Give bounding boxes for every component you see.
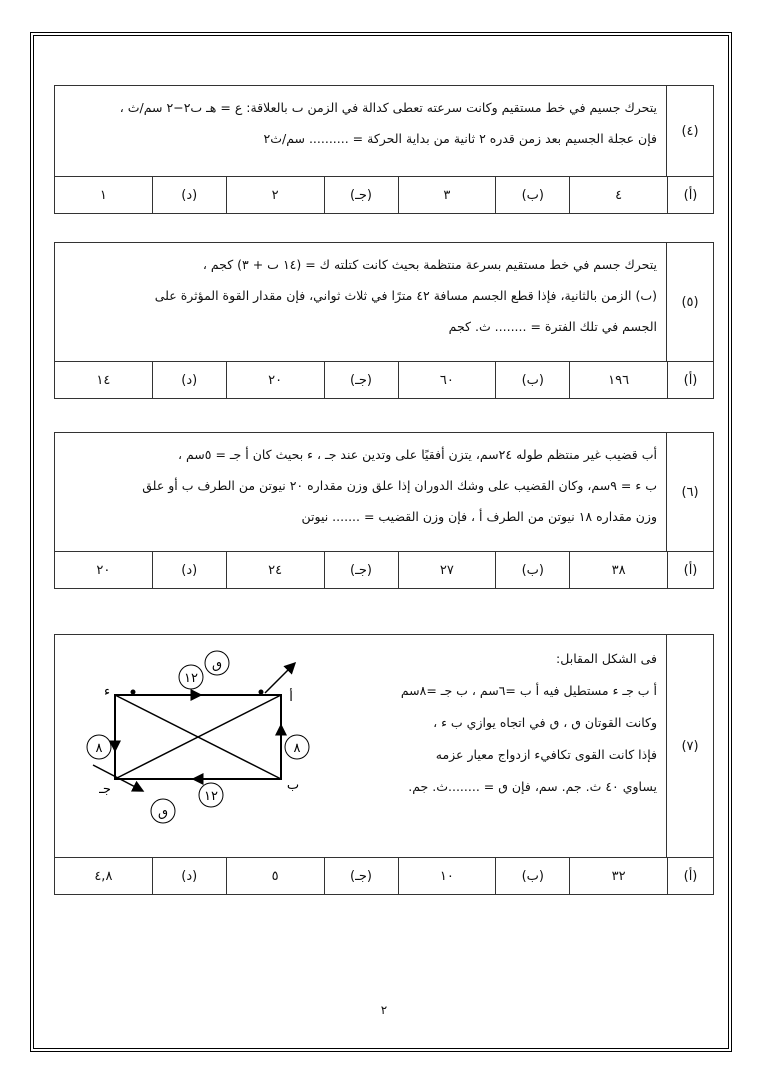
option-value[interactable]: ٣ [398, 177, 496, 213]
rectangle-force-diagram [73, 643, 313, 833]
option-letter[interactable]: (جـ) [324, 858, 398, 894]
option-letter[interactable]: (ب) [495, 552, 569, 588]
option-value[interactable]: ١٤ [96, 372, 111, 388]
question-4 [54, 85, 714, 214]
dot-icon [259, 690, 264, 695]
page-number: ٢ [380, 1003, 388, 1017]
answer-row [55, 177, 713, 213]
question-text [55, 433, 667, 536]
question-number: (٦) [666, 433, 713, 551]
option-letter[interactable]: (د) [152, 177, 226, 213]
question-line: فإذا كانت القوى تكافيء ازدواج معيار عزمه [435, 747, 657, 762]
label-left: ٨ [95, 741, 103, 756]
corner-d: ء [103, 684, 111, 699]
question-line: ب ء = ٩سم، وكان القضيب على وشك الدوران إذا علق وزن مقداره ٢٠ نيوتن من الطرف ب أو علق [142, 478, 657, 493]
question-line: فى الشكل المقابل: [556, 651, 657, 666]
question-line: وكانت القوتان ٯ ، ٯ في اتجاه يوازي ب ء ، [433, 715, 657, 730]
question-line: وزن مقداره ١٨ نيوتن من الطرف أ ، فإن وزن القضيب = ....... نيوتن [301, 509, 657, 524]
question-line: أ ب جـ ء مستطيل فيه أ ب =٦سم ، ب جـ =٨سم [400, 683, 657, 698]
option-letter[interactable]: (ب) [495, 858, 569, 894]
question-6 [54, 432, 714, 589]
question-5 [54, 242, 714, 399]
question-7 [54, 634, 714, 895]
answer-row [55, 858, 713, 894]
option-value[interactable]: ٣٢ [569, 858, 667, 894]
question-line: أب قضيب غير منتظم طوله ٢٤سم، يتزن أفقيًا على وتدين عند جـ ، ء بحيث كان أ جـ = ٥سم ، [177, 447, 657, 462]
option-letter[interactable]: (د) [152, 552, 226, 588]
answer-row [55, 552, 713, 588]
option-letter[interactable]: (أ) [667, 177, 713, 213]
option-value[interactable]: ٣٨ [569, 552, 667, 588]
option-value[interactable]: ١ [99, 187, 107, 203]
corner-a: أ [289, 690, 293, 705]
option-letter[interactable]: (د) [152, 362, 226, 398]
question-line: يتحرك جسيم في خط مستقيم وكانت سرعته تعطى كدالة في الزمن ٮ بالعلاقة: ع = هـ ٮ٢−٢ سم/ث ، [119, 100, 657, 115]
answer-row [55, 362, 713, 398]
option-value[interactable]: ٢٤ [226, 552, 324, 588]
option-letter[interactable]: (أ) [667, 362, 713, 398]
option-value[interactable]: ٢٧ [398, 552, 496, 588]
label-top: ١٢ [184, 671, 198, 686]
option-value[interactable]: ٢٠ [226, 362, 324, 398]
label-f2: ٯ [157, 805, 169, 820]
label-f1: ٯ [211, 657, 223, 672]
label-right: ٨ [293, 741, 301, 756]
option-value[interactable]: ٤,٨ [94, 868, 113, 884]
option-letter[interactable]: (أ) [667, 552, 713, 588]
corner-c: جـ [99, 782, 111, 797]
option-value[interactable]: ٢ [226, 177, 324, 213]
option-letter[interactable]: (د) [152, 858, 226, 894]
question-number: (٧) [666, 635, 713, 857]
question-line: فإن عجلة الجسيم بعد زمن قدره ٢ ثانية من بداية الحركة = .......... سم/ث٢ [263, 131, 657, 146]
question-number: (٥) [666, 243, 713, 361]
question-number: (٤) [666, 86, 713, 176]
question-text [55, 243, 667, 346]
option-letter[interactable]: (جـ) [324, 552, 398, 588]
question-line: (ٮ) الزمن بالثانية، فإذا قطع الجسم مسافة ٤٢ مترًا في ثلاث ثواني، فإن مقدار القوة المؤثرة على [154, 288, 657, 303]
label-bottom: ١٢ [204, 789, 218, 804]
option-value[interactable]: ٢٠ [96, 562, 111, 578]
dot-icon [131, 690, 136, 695]
option-letter[interactable]: (أ) [667, 858, 713, 894]
option-value[interactable]: ٦٠ [398, 362, 496, 398]
option-value[interactable]: ١٩٦ [569, 362, 667, 398]
option-value[interactable]: ٥ [226, 858, 324, 894]
option-letter[interactable]: (جـ) [324, 177, 398, 213]
corner-b: ب [286, 778, 300, 793]
option-value[interactable]: ١٠ [398, 858, 496, 894]
question-text [55, 86, 667, 158]
question-line: يساوي ٤٠ ث. جم. سم، فإن ٯ = ........ث. جم. [408, 779, 657, 794]
force-arrow-f1 [265, 663, 295, 693]
question-line: يتحرك جسم في خط مستقيم بسرعة منتظمة بحيث كانت كتلته ك = (١٤ ٮ + ٣) كجم ، [202, 257, 657, 272]
option-letter[interactable]: (ب) [495, 177, 569, 213]
option-letter[interactable]: (جـ) [324, 362, 398, 398]
question-line: الجسم في تلك الفترة = ........ ث. كجم [448, 319, 657, 334]
option-value[interactable]: ٤ [569, 177, 667, 213]
option-letter[interactable]: (ب) [495, 362, 569, 398]
